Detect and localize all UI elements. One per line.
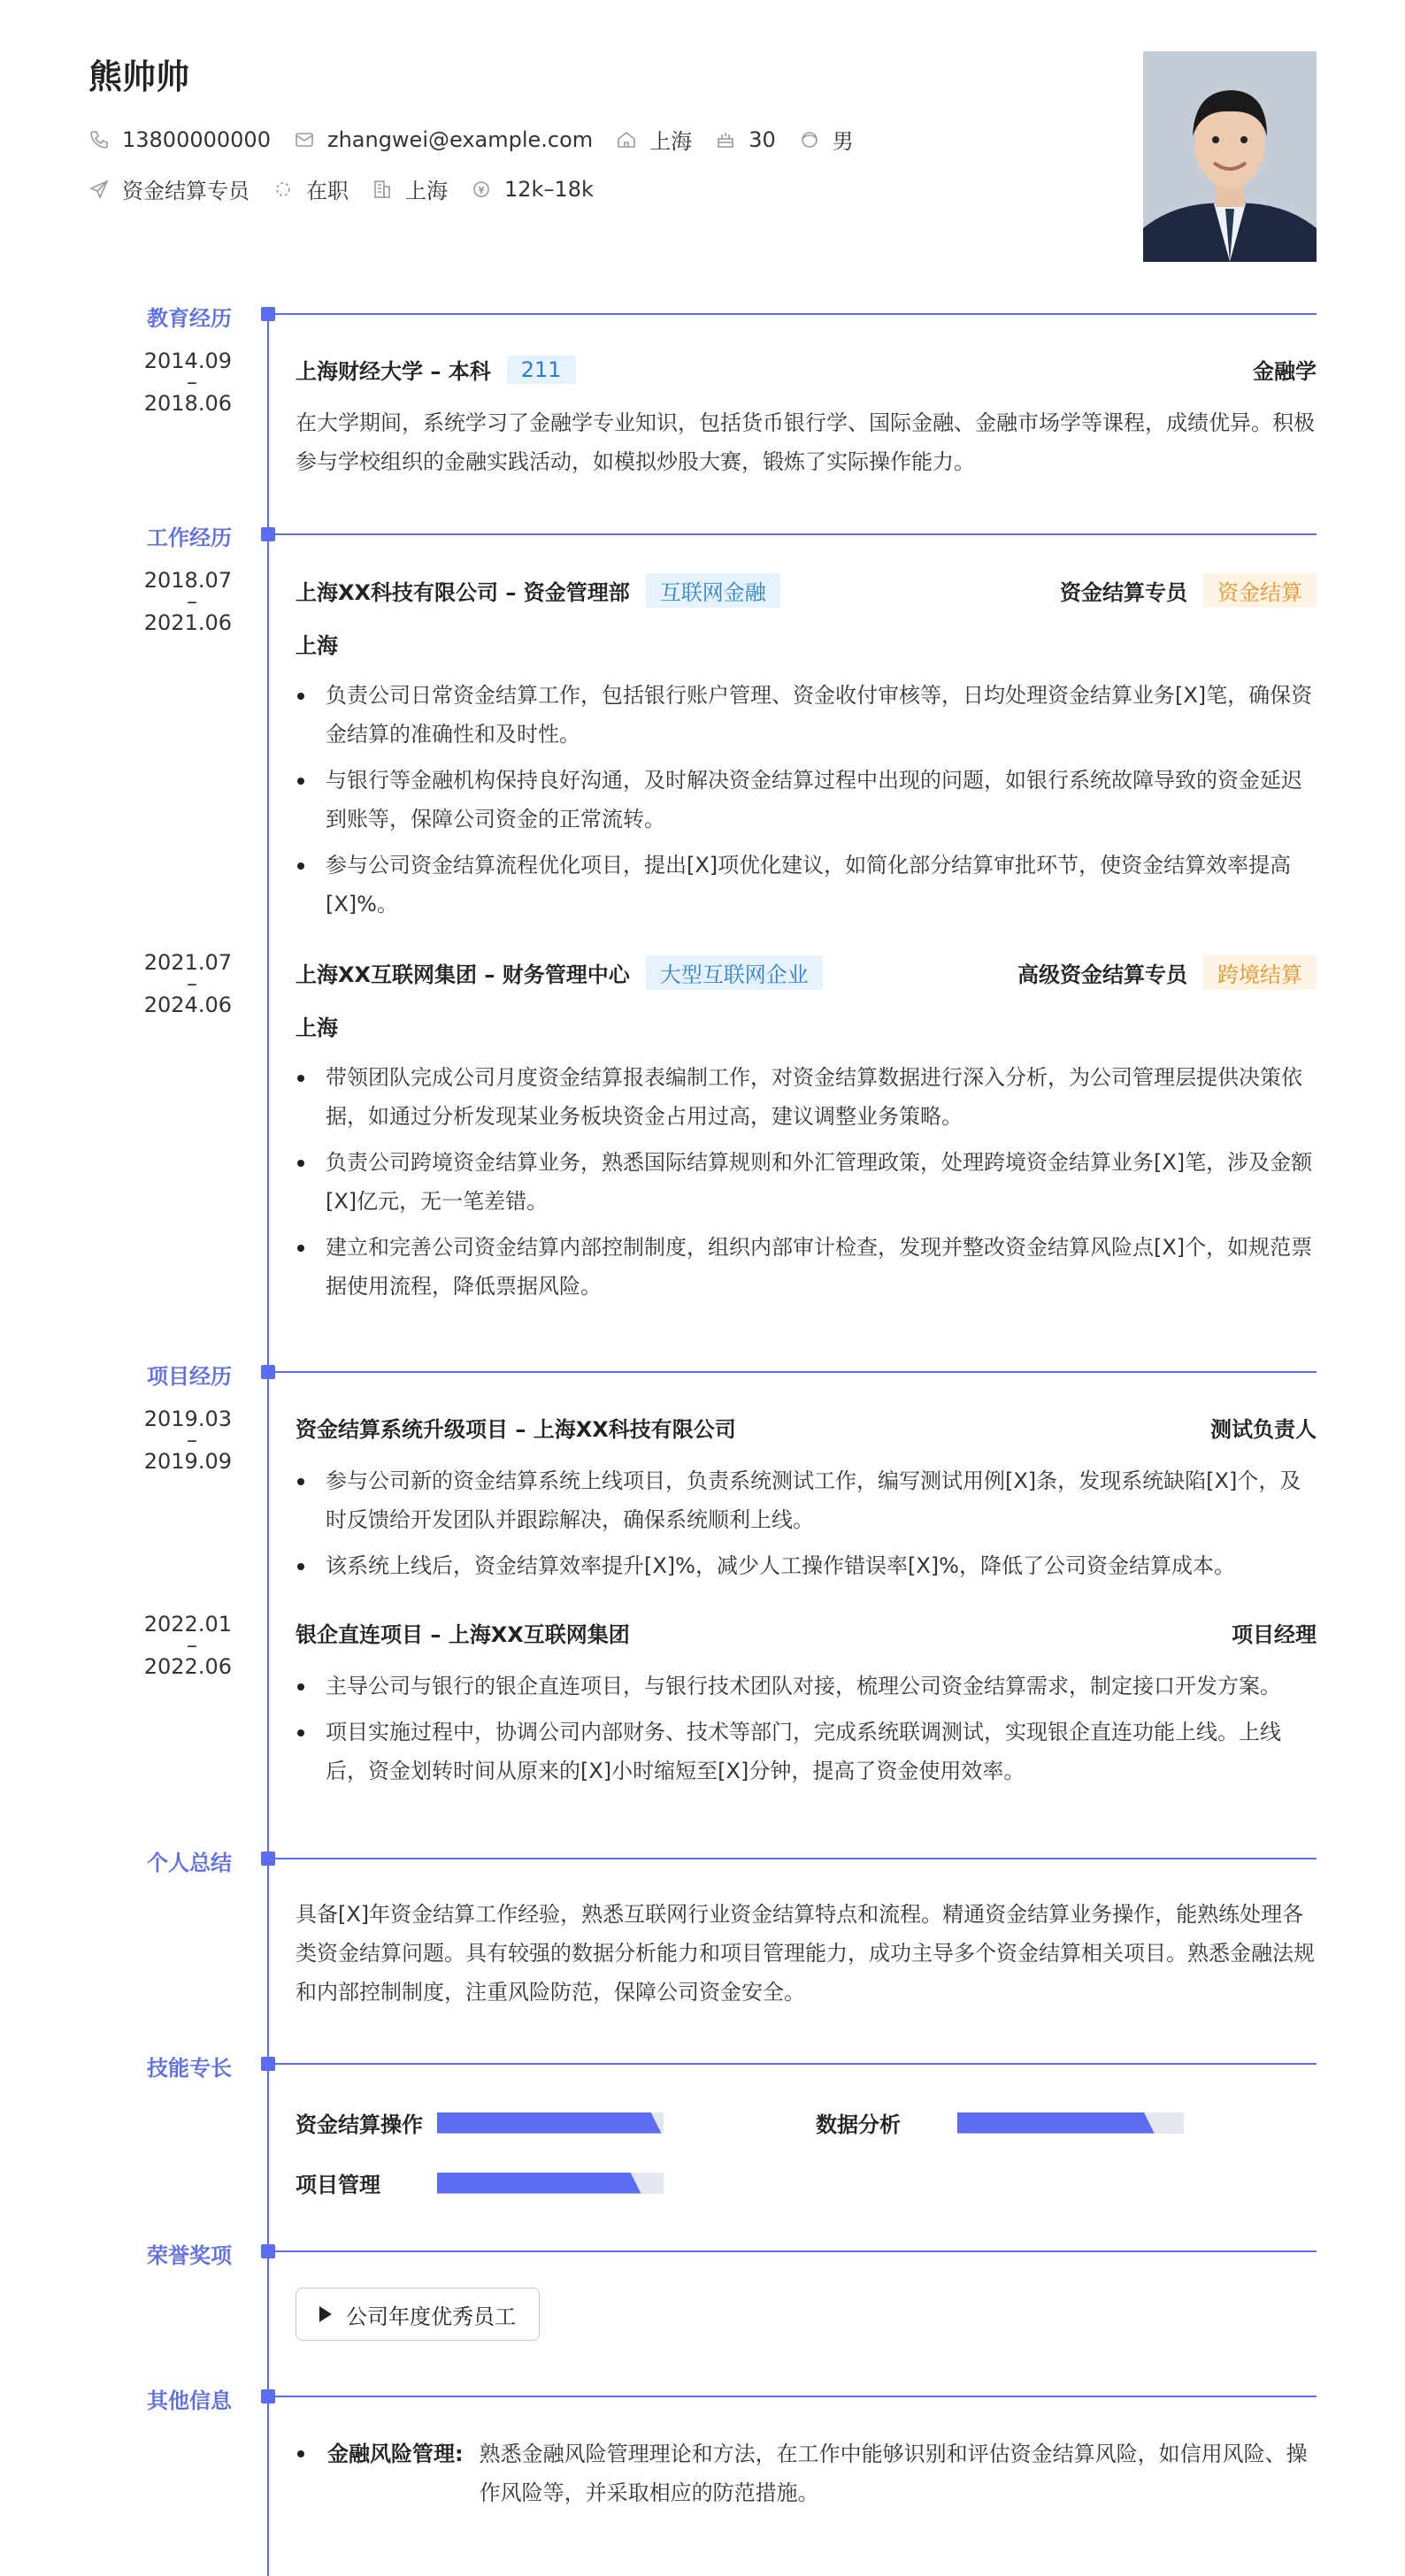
section-other-title: 其他信息 <box>147 2388 232 2413</box>
home-icon <box>616 129 637 150</box>
work-date: 2018.07 – 2021.06 <box>143 568 232 635</box>
education-date: 2014.09 – 2018.06 <box>143 349 232 416</box>
role-tag: 跨境结算 <box>1203 955 1317 990</box>
school-name: 上海财经大学 – 本科 <box>296 359 491 384</box>
skill-bar <box>437 2173 664 2194</box>
gender-text: 男 <box>832 129 854 154</box>
work-date: 2021.07 – 2024.06 <box>143 950 232 1017</box>
work-header <box>296 573 1317 608</box>
send-icon <box>88 179 110 200</box>
section-divider <box>268 313 1317 315</box>
contact-row <box>88 124 877 155</box>
education-header <box>296 354 1317 385</box>
city-text: 上海 <box>405 179 448 203</box>
list-item: 主导公司与银行的银企直连项目，与银行技术团队对接，梳理公司资金结算需求，制定接口开发方案。 <box>296 1667 1317 1706</box>
major: 金融学 <box>1253 359 1317 384</box>
skill-bar-fill <box>437 2112 661 2134</box>
list-item: 建立和完善公司资金结算内部控制制度，组织内部审计检查，发现并整改资金结算风险点[X]个，如规范票据使用流程，降低票据风险。 <box>296 1228 1317 1306</box>
company-name: 上海XX科技有限公司 – 资金管理部 <box>296 580 630 605</box>
summary-text: 具备[X]年资金结算工作经验，熟悉互联网行业资金结算特点和流程。精通资金结算业务操作，能熟练处理各类资金结算问题。具有较强的数据分析能力和项目管理能力，成功主导多个资金结算相关项目。熟悉金融法规和内部控制制度，注重风险防范，保障公司资金安全。 <box>296 1902 1315 2005</box>
play-icon <box>319 2306 332 2322</box>
timeline-line <box>267 315 269 2576</box>
section-awards-title: 荣誉奖项 <box>147 2243 232 2268</box>
work-bullets <box>296 676 1317 931</box>
project-role: 项目经理 <box>1232 1622 1317 1647</box>
section-divider <box>268 1371 1317 1373</box>
candidate-name: 熊帅帅 <box>88 58 190 96</box>
skill-name: 项目管理 <box>296 2173 380 2197</box>
mail-icon <box>294 129 315 150</box>
position-item <box>88 173 250 204</box>
date-end: 2018.06 <box>143 391 232 416</box>
job-title: 资金结算专员 <box>1060 580 1187 605</box>
work-city: 上海 <box>296 1016 338 1040</box>
profile-photo <box>1143 51 1317 262</box>
education-description: 在大学期间，系统学习了金融学专业知识，包括货币银行学、国际金融、金融市场学等课程，成绩优异。积极参与学校组织的金融实践活动，如模拟炒股大赛，锻炼了实际操作能力。 <box>296 410 1315 474</box>
email-item <box>294 127 593 152</box>
award-text: 公司年度优秀员工 <box>346 2304 516 2329</box>
salary-item <box>471 177 594 202</box>
gender-item <box>799 124 854 155</box>
skill-bar-fill <box>437 2173 641 2194</box>
work-city: 上海 <box>296 633 338 658</box>
email-text: zhangwei@example.com <box>326 126 594 152</box>
location-item <box>616 124 692 155</box>
skill-bar <box>437 2112 664 2134</box>
age-item <box>715 127 776 152</box>
loading-icon <box>273 179 294 200</box>
industry-tag: 互联网金融 <box>646 573 780 608</box>
list-item: 负责公司日常资金结算工作，包括银行账户管理、资金收付审核等，日均处理资金结算业务[X]笔，确保资金结算的准确性和及时性。 <box>296 676 1317 754</box>
list-item: 项目实施过程中，协调公司内部财务、技术等部门，完成系统联调测试，实现银企直连功能上线。上线后，资金划转时间从原来的[X]小时缩短至[X]分钟，提高了资金使用效率。 <box>296 1713 1317 1790</box>
date-start: 2014.09 <box>143 349 232 373</box>
building-icon <box>372 179 393 200</box>
job-title: 高级资金结算专员 <box>1017 962 1187 987</box>
project-role: 测试负责人 <box>1210 1417 1317 1442</box>
project-header <box>296 1412 1317 1443</box>
skill-bar-fill <box>957 2112 1155 2134</box>
cake-icon <box>715 129 736 150</box>
status-text: 在职 <box>306 179 349 203</box>
section-project-title: 项目经历 <box>147 1364 232 1389</box>
salary-text: 12k–18k <box>504 176 594 202</box>
company-name: 上海XX互联网集团 – 财务管理中心 <box>296 962 630 987</box>
skill-bar <box>957 2112 1184 2134</box>
skill-item <box>816 2107 1184 2138</box>
list-item: 与银行等金融机构保持良好沟通，及时解决资金结算过程中出现的问题，如银行系统故障导致的资金延迟到账等，保障公司资金的正常流转。 <box>296 761 1317 839</box>
avatar <box>1143 51 1317 262</box>
coin-icon <box>471 179 492 200</box>
position-text: 资金结算专员 <box>122 179 250 203</box>
face-icon <box>799 129 820 150</box>
skill-item <box>296 2167 664 2198</box>
section-divider <box>268 2063 1317 2065</box>
skill-name: 数据分析 <box>816 2112 901 2137</box>
project-bullets <box>296 1667 1317 1798</box>
project-name: 资金结算系统升级项目 – 上海XX科技有限公司 <box>296 1417 736 1442</box>
phone-icon <box>88 129 110 150</box>
list-item: 带领团队完成公司月度资金结算报表编制工作，对资金结算数据进行深入分析，为公司管理层提供决策依据，如通过分析发现某业务板块资金占用过高，建议调整业务策略。 <box>296 1058 1317 1136</box>
section-divider <box>268 533 1317 535</box>
section-divider <box>268 2250 1317 2252</box>
city-item <box>372 173 448 204</box>
work-header <box>296 955 1317 990</box>
list-item: 负责公司跨境资金结算业务，熟悉国际结算规则和外汇管理政策，处理跨境资金结算业务[X]笔，涉及金额[X]亿元，无一笔差错。 <box>296 1143 1317 1221</box>
age-text: 30 <box>749 126 776 152</box>
project-date: 2019.03 – 2019.09 <box>143 1407 232 1474</box>
list-item: 参与公司新的资金结算系统上线项目，负责系统测试工作，编写测试用例[X]条，发现系统缺陷[X]个，及时反馈给开发团队并跟踪解决，确保系统顺利上线。 <box>296 1461 1317 1539</box>
project-header <box>296 1617 1317 1648</box>
list-item: 参与公司资金结算流程优化项目，提出[X]项优化建议，如简化部分结算审批环节，使资金结算效率提高[X]%。 <box>296 846 1317 924</box>
section-divider <box>268 2396 1317 2397</box>
skill-name: 资金结算操作 <box>296 2112 423 2137</box>
list-item: 该系统上线后，资金结算效率提升[X]%，减少人工操作错误率[X]%，降低了公司资金结算成本。 <box>296 1546 1317 1585</box>
location-text: 上海 <box>649 129 693 154</box>
job-intent-row <box>88 173 617 204</box>
status-item <box>273 173 349 204</box>
phone-item <box>88 127 271 152</box>
project-date: 2022.01 – 2022.06 <box>143 1612 232 1679</box>
phone-text: 13800000000 <box>122 126 271 152</box>
section-skills-title: 技能专长 <box>147 2056 232 2081</box>
other-info-item <box>296 2434 1317 2512</box>
work-bullets <box>296 1058 1317 1313</box>
section-divider <box>268 1858 1317 1859</box>
project-name: 银企直连项目 – 上海XX互联网集团 <box>296 1622 630 1647</box>
skill-item <box>296 2107 664 2138</box>
role-tag: 资金结算 <box>1203 573 1317 608</box>
section-summary-title: 个人总结 <box>147 1851 232 1875</box>
other-info-key: 金融风险管理: <box>327 2442 464 2466</box>
award-item[interactable] <box>296 2288 540 2341</box>
industry-tag: 大型互联网企业 <box>646 955 823 990</box>
project-bullets <box>296 1461 1317 1592</box>
school-tag: 211 <box>507 356 576 384</box>
other-info-value: 熟悉金融风险管理理论和方法，在工作中能够识别和评估资金结算风险，如信用风险、操作风险等，并采取相应的防范措施。 <box>479 2442 1308 2505</box>
section-work-title: 工作经历 <box>147 525 232 550</box>
section-education-title: 教育经历 <box>147 306 232 331</box>
